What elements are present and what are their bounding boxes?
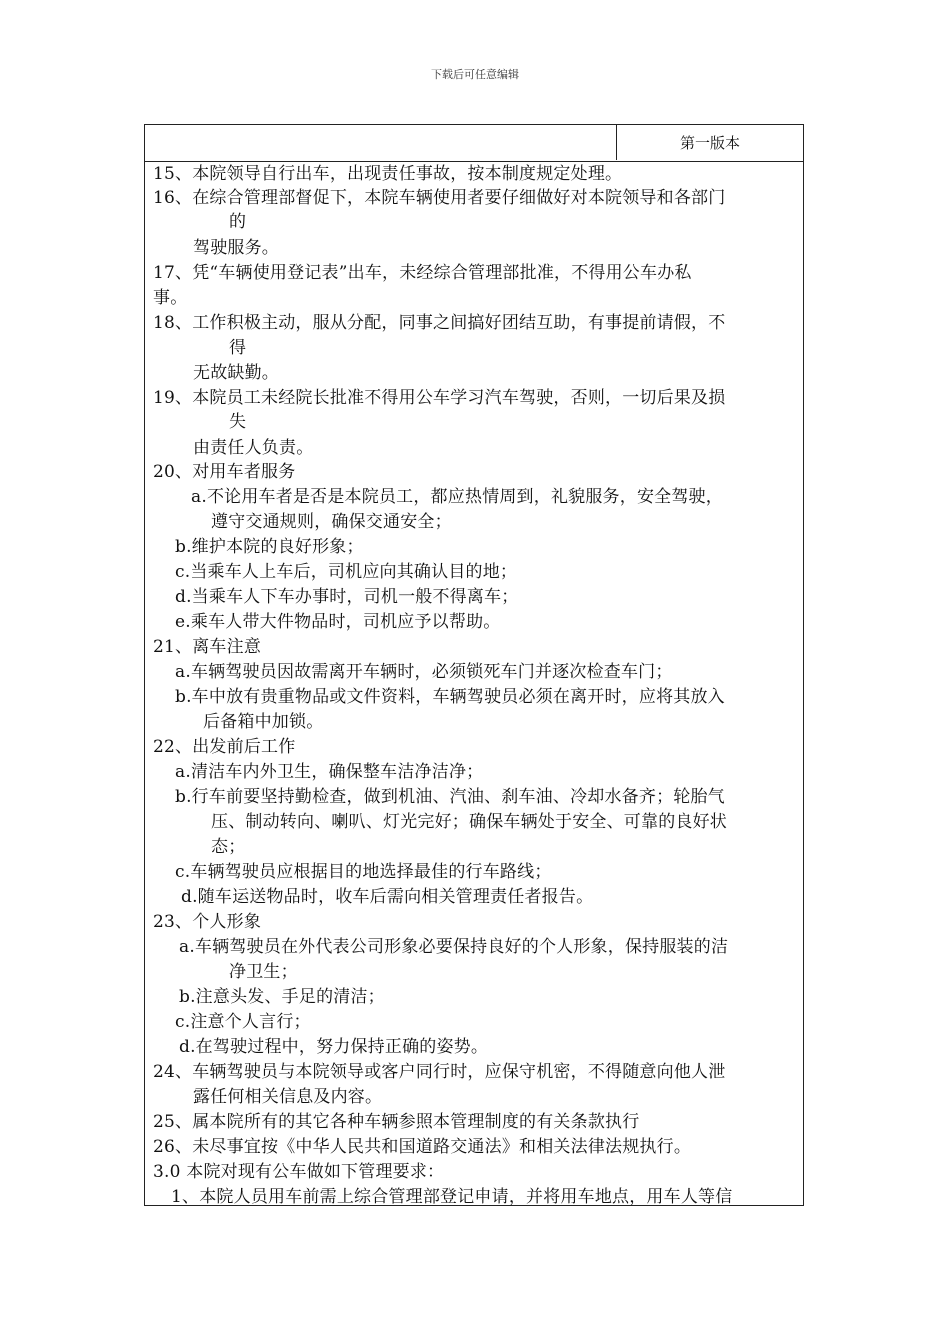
text-line: 25、属本院所有的其它各种车辆参照本管理制度的有关条款执行 (153, 1112, 640, 1132)
text-line: 的 (229, 212, 247, 232)
text-line: 16、在综合管理部督促下，本院车辆使用者要仔细做好对本院领导和各部门 (153, 188, 726, 208)
text-line: a.车辆驾驶员因故需离开车辆时，必须锁死车门并逐次检查车门； (175, 662, 673, 682)
text-line: c.当乘车人上车后，司机应向其确认目的地； (175, 562, 518, 582)
text-line: 失 (229, 412, 247, 432)
text-line: d.随车运送物品时，收车后需向相关管理责任者报告。 (181, 887, 594, 907)
text-line: 态； (211, 837, 246, 857)
text-line: a.不论用车者是否是本院员工，都应热情周到，礼貌服务，安全驾驶， (191, 487, 723, 507)
text-line: d.在驾驶过程中，努力保持正确的姿势。 (179, 1037, 489, 1057)
text-line: 26、未尽事宜按《中华人民共和国道路交通法》和相关法律法规执行。 (153, 1137, 692, 1157)
text-line: 17、凭“车辆使用登记表”出车，未经综合管理部批准，不得用公车办私 (153, 263, 692, 283)
text-line: 净卫生； (229, 962, 298, 982)
text-line: 21、离车注意 (153, 637, 262, 657)
table-header-row (145, 125, 803, 162)
text-line: 露任何相关信息及内容。 (193, 1087, 383, 1107)
text-line: c.车辆驾驶员应根据目的地选择最佳的行车路线； (175, 862, 552, 882)
text-line: 15、本院领导自行出车，出现责任事故，按本制度规定处理。 (153, 164, 623, 184)
page-header-note: 下载后可任意编辑 (431, 68, 519, 81)
text-line: 1、本院人员用车前需上综合管理部登记申请，并将用车地点，用车人等信 (171, 1187, 733, 1207)
version-label: 第一版本 (616, 125, 803, 160)
text-line: e.乘车人带大件物品时，司机应予以帮助。 (175, 612, 501, 632)
text-line: b.注意头发、手足的清洁； (179, 987, 385, 1007)
text-line: a.车辆驾驶员在外代表公司形象必要保持良好的个人形象，保持服装的洁 (179, 937, 729, 957)
text-line: 压、制动转向、喇叭、灯光完好；确保车辆处于安全、可靠的良好状 (211, 812, 727, 832)
text-line: a.清洁车内外卫生，确保整车洁净洁净； (175, 762, 484, 782)
text-line: b.车中放有贵重物品或文件资料，车辆驾驶员必须在离开时，应将其放入 (175, 687, 725, 707)
text-line: c.注意个人言行； (175, 1012, 311, 1032)
text-line: 无故缺勤。 (193, 363, 279, 383)
text-line: 22、出发前后工作 (153, 737, 296, 757)
text-line: 19、本院员工未经院长批准不得用公车学习汽车驾驶，否则，一切后果及损 (153, 388, 726, 408)
text-line: 20、对用车者服务 (153, 462, 296, 482)
text-line: 事。 (153, 288, 188, 308)
text-line: 3.0 本院对现有公车做如下管理要求： (153, 1162, 445, 1182)
text-line: d.当乘车人下车办事时，司机一般不得离车； (175, 587, 519, 607)
text-line: 18、工作积极主动，服从分配，同事之间搞好团结互助，有事提前请假，不 (153, 313, 726, 333)
text-line: b.行车前要坚持勤检查，做到机油、汽油、刹车油、冷却水备齐；轮胎气 (175, 787, 725, 807)
text-line: 23、个人形象 (153, 912, 262, 932)
text-line: 驾驶服务。 (193, 238, 279, 258)
text-line: b.维护本院的良好形象； (175, 537, 364, 557)
document-table (144, 124, 804, 1206)
text-line: 24、车辆驾驶员与本院领导或客户同行时，应保守机密，不得随意向他人泄 (153, 1062, 726, 1082)
text-line: 后备箱中加锁。 (203, 712, 324, 732)
text-line: 得 (229, 338, 247, 358)
text-line: 遵守交通规则，确保交通安全； (211, 512, 452, 532)
text-line: 由责任人负责。 (193, 438, 314, 458)
